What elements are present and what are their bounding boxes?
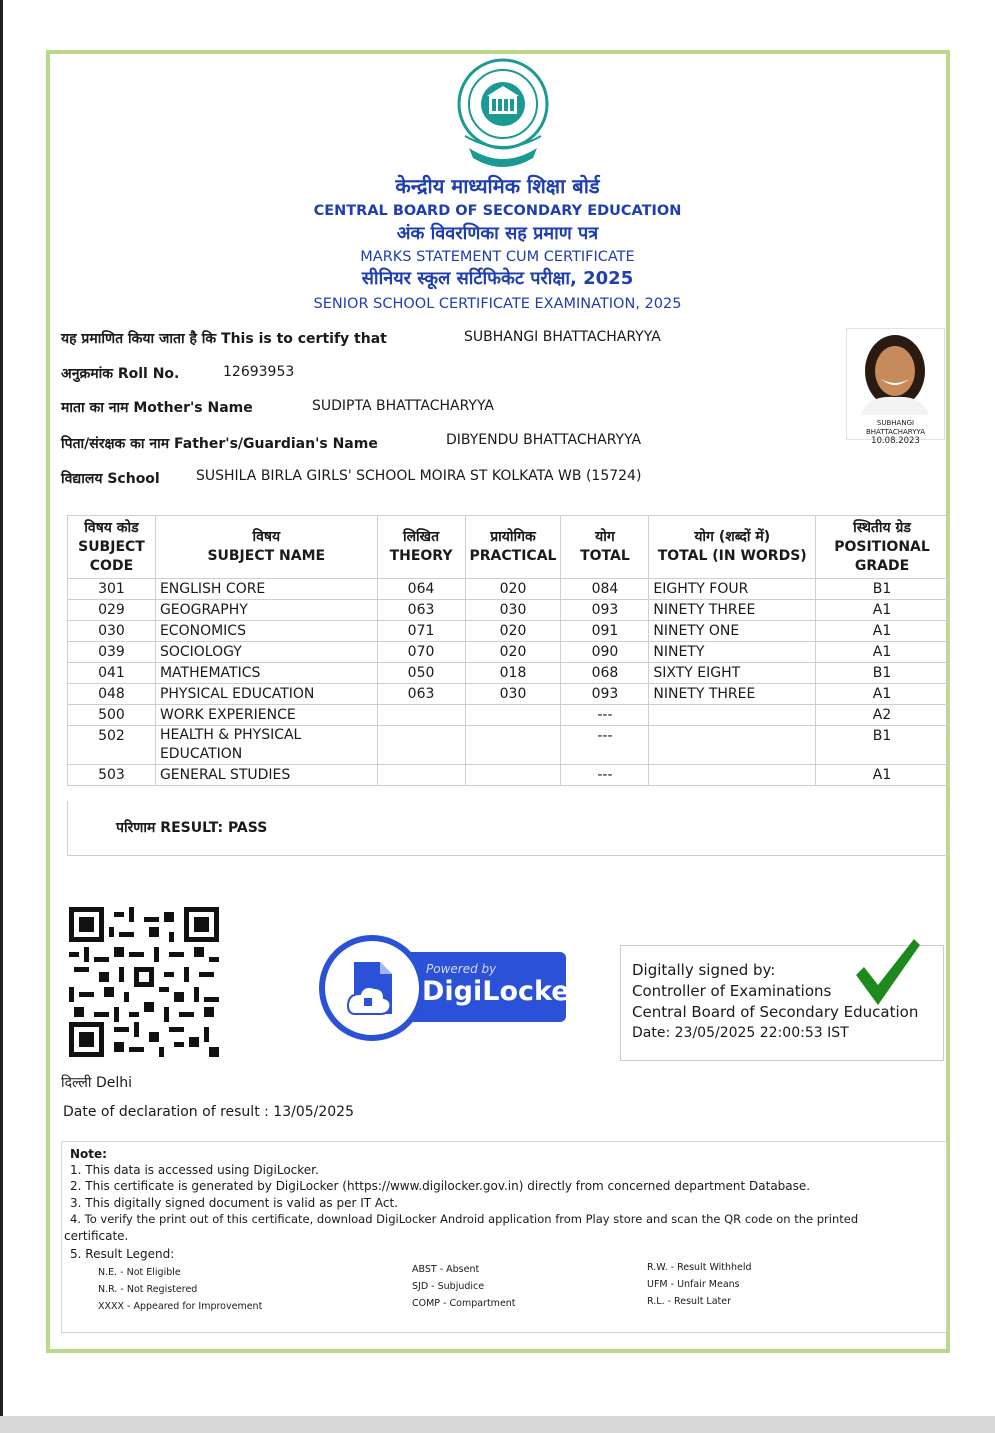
header-hi: योग (शब्दों में) <box>694 529 771 545</box>
header-subject-name <box>155 516 377 579</box>
legend-item: R.L. - Result Later <box>647 1296 732 1307</box>
practical-marks: 020 <box>465 642 561 663</box>
total-marks: 068 <box>561 663 649 684</box>
header-positional-grade <box>816 516 949 579</box>
total-marks: 093 <box>561 600 649 621</box>
legend-item: R.W. - Result Withheld <box>647 1262 752 1273</box>
portrait-image <box>847 329 944 415</box>
table-row <box>68 684 949 705</box>
header-hi: योग <box>595 529 615 545</box>
checkmark-icon <box>852 935 922 1007</box>
practical-marks <box>465 765 561 786</box>
signature-date: Date: 23/05/2025 22:00:53 IST <box>632 1025 849 1041</box>
header-practical <box>465 516 561 579</box>
subject-code: 503 <box>68 765 156 786</box>
theory-marks: 064 <box>377 579 465 600</box>
practical-marks <box>465 705 561 726</box>
signature-line-2: Controller of Examinations <box>632 982 832 1000</box>
total-marks: 093 <box>561 684 649 705</box>
theory-marks: 071 <box>377 621 465 642</box>
place-of-issue: दिल्ली Delhi <box>61 1075 132 1091</box>
total-in-words: EIGHTY FOUR <box>649 579 816 600</box>
legend-item: XXXX - Appeared for Improvement <box>98 1301 263 1312</box>
cbse-emblem-icon <box>455 58 551 170</box>
total-in-words: NINETY <box>649 642 816 663</box>
table-row <box>68 579 949 600</box>
subject-name: MATHEMATICS <box>155 663 377 684</box>
powered-by-label: Powered by <box>426 962 497 976</box>
practical-marks: 020 <box>465 621 561 642</box>
subject-code: 029 <box>68 600 156 621</box>
school-label: विद्यालय School <box>61 471 160 487</box>
signature-line-1: Digitally signed by: <box>632 961 776 979</box>
table-header-row <box>68 516 949 579</box>
table-row <box>68 705 949 726</box>
header-en: POSITIONAL GRADE <box>834 538 930 574</box>
mother-name: SUDIPTA BHATTACHARYYA <box>312 398 495 414</box>
header-hi: प्रायोगिक <box>490 529 536 545</box>
subject-name: ENGLISH CORE <box>155 579 377 600</box>
header-en: TOTAL (IN WORDS) <box>657 548 807 564</box>
legend-item: ABST - Absent <box>412 1264 480 1275</box>
roll-number: 12693953 <box>223 364 295 380</box>
header-hi: लिखित <box>402 529 440 545</box>
positional-grade: A1 <box>816 765 949 786</box>
candidate-name: SUBHANGI BHATTACHARYYA <box>464 329 661 345</box>
candidate-photo <box>846 328 945 446</box>
roll-label: अनुक्रमांक Roll No. <box>61 366 180 382</box>
header-subject-code <box>68 516 156 579</box>
certify-label: यह प्रमाणित किया जाता है कि This is to certify that <box>61 331 387 347</box>
header-en: THEORY <box>389 548 453 564</box>
positional-grade: B1 <box>816 663 949 684</box>
scan-edge-bottom <box>0 1416 995 1433</box>
theory-marks: 063 <box>377 600 465 621</box>
total-in-words: NINETY THREE <box>649 600 816 621</box>
header-en: SUBJECT CODE <box>78 538 145 574</box>
notes-title: Note: <box>70 1147 107 1161</box>
document-title-hindi: अंक विवरणिका सह प्रमाण पत्र <box>396 223 599 244</box>
practical-marks: 030 <box>465 600 561 621</box>
signature-line-3: Central Board of Secondary Education <box>632 1003 919 1021</box>
theory-marks <box>377 765 465 786</box>
header-hi: स्थितीय ग्रेड <box>853 519 911 536</box>
total-marks: --- <box>561 726 649 765</box>
practical-marks <box>465 726 561 765</box>
subject-code: 039 <box>68 642 156 663</box>
total-in-words: NINETY ONE <box>649 621 816 642</box>
total-in-words <box>649 726 816 765</box>
notes-section <box>61 1141 947 1333</box>
note-item: certificate. <box>64 1229 129 1243</box>
legend-item: N.R. - Not Registered <box>98 1284 198 1295</box>
header-en: TOTAL <box>580 548 630 564</box>
theory-marks <box>377 726 465 765</box>
legend-item: N.E. - Not Eligible <box>98 1267 181 1278</box>
header-theory <box>377 516 465 579</box>
table-row <box>68 663 949 684</box>
subject-name: WORK EXPERIENCE <box>155 705 377 726</box>
subject-name: SOCIOLOGY <box>155 642 377 663</box>
document-title-english: MARKS STATEMENT CUM CERTIFICATE <box>360 249 635 265</box>
total-marks: 084 <box>561 579 649 600</box>
table-row <box>68 726 949 765</box>
subject-name: GENERAL STUDIES <box>155 765 377 786</box>
note-item: 1. This data is accessed using DigiLocker. <box>70 1163 319 1177</box>
total-marks: 091 <box>561 621 649 642</box>
positional-grade: A1 <box>816 621 949 642</box>
board-title-english: CENTRAL BOARD OF SECONDARY EDUCATION <box>313 203 682 219</box>
table-row <box>68 765 949 786</box>
table-row <box>68 600 949 621</box>
father-label: पिता/संरक्षक का नाम Father's/Guardian's Name <box>61 436 378 452</box>
subject-code: 030 <box>68 621 156 642</box>
subject-name: GEOGRAPHY <box>155 600 377 621</box>
note-item: 2. This certificate is generated by DigiLocker (https://www.digilocker.gov.in) directly from concerned department Database. <box>70 1179 811 1193</box>
total-marks: --- <box>561 705 649 726</box>
theory-marks: 063 <box>377 684 465 705</box>
result-status: परिणाम RESULT: PASS <box>116 820 268 836</box>
total-in-words <box>649 765 816 786</box>
positional-grade: A1 <box>816 642 949 663</box>
board-title-hindi: केन्द्रीय माध्यमिक शिक्षा बोर्ड <box>395 174 600 198</box>
legend-item: SJD - Subjudice <box>412 1281 485 1292</box>
header-hi: विषय <box>252 529 281 545</box>
theory-marks: 070 <box>377 642 465 663</box>
legend-item: COMP - Compartment <box>412 1298 516 1309</box>
subject-code: 301 <box>68 579 156 600</box>
mother-label: माता का नाम Mother's Name <box>61 400 253 416</box>
subject-code: 500 <box>68 705 156 726</box>
subject-code: 041 <box>68 663 156 684</box>
header-en: PRACTICAL <box>469 548 557 564</box>
subject-name: HEALTH & PHYSICAL EDUCATION <box>155 726 377 765</box>
qr-code-icon <box>69 907 219 1057</box>
theory-marks: 050 <box>377 663 465 684</box>
marks-table <box>67 515 949 786</box>
photo-caption-name: SUBHANGI BHATTACHARYYA <box>865 419 925 436</box>
digilocker-brand: DigiLocker <box>422 976 583 1007</box>
total-marks: 090 <box>561 642 649 663</box>
positional-grade: A1 <box>816 600 949 621</box>
subject-code: 048 <box>68 684 156 705</box>
header-total <box>561 516 649 579</box>
total-in-words: NINETY THREE <box>649 684 816 705</box>
positional-grade: A2 <box>816 705 949 726</box>
theory-marks <box>377 705 465 726</box>
header-hi: विषय कोड <box>84 519 139 536</box>
father-name: DIBYENDU BHATTACHARYYA <box>446 432 642 448</box>
note-item: 3. This digitally signed document is valid as per IT Act. <box>70 1196 399 1210</box>
exam-title-english: SENIOR SCHOOL CERTIFICATE EXAMINATION, 2025 <box>313 296 682 312</box>
total-in-words <box>649 705 816 726</box>
total-marks: --- <box>561 765 649 786</box>
table-row <box>68 621 949 642</box>
header-en: SUBJECT NAME <box>207 548 326 564</box>
table-row <box>68 642 949 663</box>
header-total-words <box>649 516 816 579</box>
positional-grade: B1 <box>816 579 949 600</box>
legend-item: UFM - Unfair Means <box>647 1279 740 1290</box>
practical-marks: 018 <box>465 663 561 684</box>
note-item: 4. To verify the print out of this certificate, download DigiLocker Android application from Play store and scan the QR code on the printed <box>70 1212 859 1226</box>
exam-title-hindi: सीनियर स्कूल सर्टिफिकेट परीक्षा, 2025 <box>361 268 634 289</box>
subject-name: PHYSICAL EDUCATION <box>155 684 377 705</box>
subject-code: 502 <box>68 726 156 765</box>
positional-grade: A1 <box>816 684 949 705</box>
school-name: SUSHILA BIRLA GIRLS' SCHOOL MOIRA ST KOLKATA WB (15724) <box>196 468 642 484</box>
photo-caption-date: 10.08.2023 <box>871 436 920 446</box>
declaration-date: Date of declaration of result : 13/05/2025 <box>63 1104 354 1120</box>
note-item: 5. Result Legend: <box>70 1247 175 1261</box>
practical-marks: 020 <box>465 579 561 600</box>
total-in-words: SIXTY EIGHT <box>649 663 816 684</box>
subject-name: ECONOMICS <box>155 621 377 642</box>
digilocker-logo <box>318 934 583 1042</box>
positional-grade: B1 <box>816 726 949 765</box>
practical-marks: 030 <box>465 684 561 705</box>
